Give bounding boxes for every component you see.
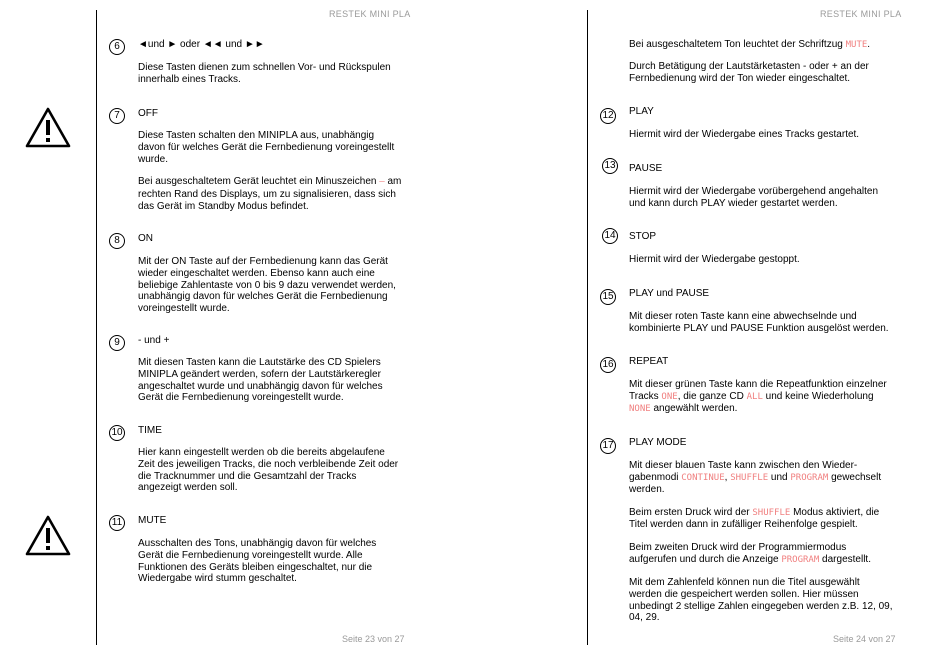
- display-mute-text: MUTE: [845, 40, 868, 50]
- section-title: - und +: [138, 335, 170, 346]
- display-one-text: ONE: [661, 392, 678, 402]
- section-title: MUTE: [138, 515, 167, 526]
- section-title: ON: [138, 233, 153, 244]
- right-page-border: [587, 10, 588, 645]
- display-minus-sign: –: [379, 177, 385, 187]
- section-body: Hiermit wird der Wiedergabe eines Tracks gestartet.: [629, 129, 860, 140]
- section-body-standby: Bei ausgeschaltetem Gerät leuchtet ein Minuszeichen – am rechten Rand des Displays, um zu signalisieren, dass sich das Gerät im Standby Modus befindet.: [138, 176, 402, 212]
- shuffle-note-line: Titel werden dann in zufälliger Reihenfolge gespielt.: [629, 519, 858, 530]
- section-body: Hiermit wird der Wiedergabe gestoppt.: [629, 254, 800, 265]
- section-title: PLAY: [629, 106, 654, 117]
- right-page-header: RESTEK MINI PLA: [820, 9, 902, 19]
- display-program-text: PROGRAM: [790, 473, 829, 483]
- display-continue-text: CONTINUE: [681, 473, 725, 483]
- section-title: PAUSE: [629, 163, 663, 174]
- section-body: Mit der ON Taste auf der Fernbedienung kann das Gerät wieder eingeschaltet werden. Ebenso kann auch eine beliebige Zahlentaste von 0 bis 9 dazu verwendet werden, unabhängig davon für welches Gerät die Fernbedienung voreingestellt wurde.: [138, 256, 396, 315]
- section-number: 11: [109, 515, 125, 531]
- section-number: 12: [600, 108, 616, 124]
- section-number: 7: [109, 108, 125, 124]
- section-body: Hier kann eingestellt werden ob die bereits abgelaufene Zeit des jeweiligen Tracks, die noch verbleibende Zeit oder die Tracknummer und die Gesamtzahl der Tracks angezeigt werden soll.: [138, 447, 399, 494]
- display-none-text: NONE: [629, 404, 651, 414]
- display-program-text: PROGRAM: [781, 555, 820, 565]
- warning-triangle-icon: [25, 106, 71, 148]
- mute-display-note: Bei ausgeschaltetem Ton leuchtet der Schriftzug MUTE.: [629, 39, 871, 50]
- section-number: 15: [600, 289, 616, 305]
- section-body: Diese Tasten schalten den MINIPLA aus, unabhängig davon für welches Gerät die Fernbedienung voreingestellt wurde.: [138, 130, 395, 165]
- section-body-line: Tracks ONE, die ganze CD ALL und keine Wiederholung: [629, 391, 874, 402]
- section-title: OFF: [138, 108, 158, 119]
- section-title: TIME: [138, 425, 162, 436]
- section-body-line: NONE angewählt werden.: [629, 403, 738, 414]
- section-number: 9: [109, 335, 125, 351]
- section-body-line: gabenmodi CONTINUE, SHUFFLE und PROGRAM gewechselt: [629, 472, 882, 483]
- display-shuffle-text: SHUFFLE: [730, 473, 769, 483]
- program-note-line: aufgerufen und durch die Anzeige PROGRAM dargestellt.: [629, 554, 871, 565]
- section-number: 13: [602, 158, 618, 174]
- section-body-line: werden.: [629, 484, 665, 495]
- left-page-footer: Seite 23 von 27: [342, 634, 405, 644]
- mute-unmute-note: Durch Betätigung der Lautstärketasten - oder + an der Fernbedienung wird der Ton wieder eingeschaltet.: [629, 61, 869, 84]
- section-body: Ausschalten des Tons, unabhängig davon für welches Gerät die Fernbedienung voreingestellt wurde. Alle Funktionen des Geräts bleiben eingeschaltet, nur die Wiedergabe wird stumm geschaltet.: [138, 538, 377, 585]
- section-title: ◄und ► oder ◄◄ und ►►: [138, 39, 265, 50]
- section-body: Hiermit wird der Wiedergabe vorübergehend angehalten und kann durch PLAY wieder gestartet werden.: [629, 186, 879, 209]
- shuffle-note-line: Beim ersten Druck wird der SHUFFLE Modus aktiviert, die: [629, 507, 880, 518]
- section-title: STOP: [629, 231, 657, 242]
- section-number: 14: [602, 228, 618, 244]
- section-number: 10: [109, 425, 125, 441]
- section-title: REPEAT: [629, 356, 669, 367]
- right-page-footer: Seite 24 von 27: [833, 634, 896, 644]
- section-body: Diese Tasten dienen zum schnellen Vor- und Rückspulen innerhalb eines Tracks.: [138, 62, 391, 85]
- number-pad-note: Mit dem Zahlenfeld können nun die Titel ausgewählt werden die gespeichert werden sollen. Hier müssen unbedingt 2 stellige Zahlen eingegeben werden z.B. 12, 09, 04, 29.: [629, 577, 893, 624]
- section-body-line: Mit dieser blauen Taste kann zwischen den Wieder-: [629, 460, 858, 471]
- section-title: PLAY MODE: [629, 437, 687, 448]
- warning-triangle-icon: [25, 514, 71, 556]
- left-page-border: [96, 10, 97, 645]
- section-body-line: Mit dieser grünen Taste kann die Repeatfunktion einzelner: [629, 379, 887, 390]
- program-note-line: Beim zweiten Druck wird der Programmiermodus: [629, 542, 847, 553]
- section-number: 6: [109, 39, 125, 55]
- left-page-header: RESTEK MINI PLA: [329, 9, 411, 19]
- section-number: 16: [600, 357, 616, 373]
- section-number: 17: [600, 438, 616, 454]
- section-body: Mit dieser roten Taste kann eine abwechselnde und kombinierte PLAY und PAUSE Funktion ausgelöst werden.: [629, 311, 889, 334]
- section-title: PLAY und PAUSE: [629, 288, 710, 299]
- display-shuffle-text: SHUFFLE: [752, 508, 791, 518]
- section-body: Mit diesen Tasten kann die Lautstärke des CD Spielers MINIPLA geändert werden, sofern der Lautstärkeregler angeschaltet wurde und unabhängig davon für welches Gerät die Fernbedienung voreingestellt wurde.: [138, 357, 383, 404]
- section-number: 8: [109, 233, 125, 249]
- display-all-text: ALL: [746, 392, 763, 402]
